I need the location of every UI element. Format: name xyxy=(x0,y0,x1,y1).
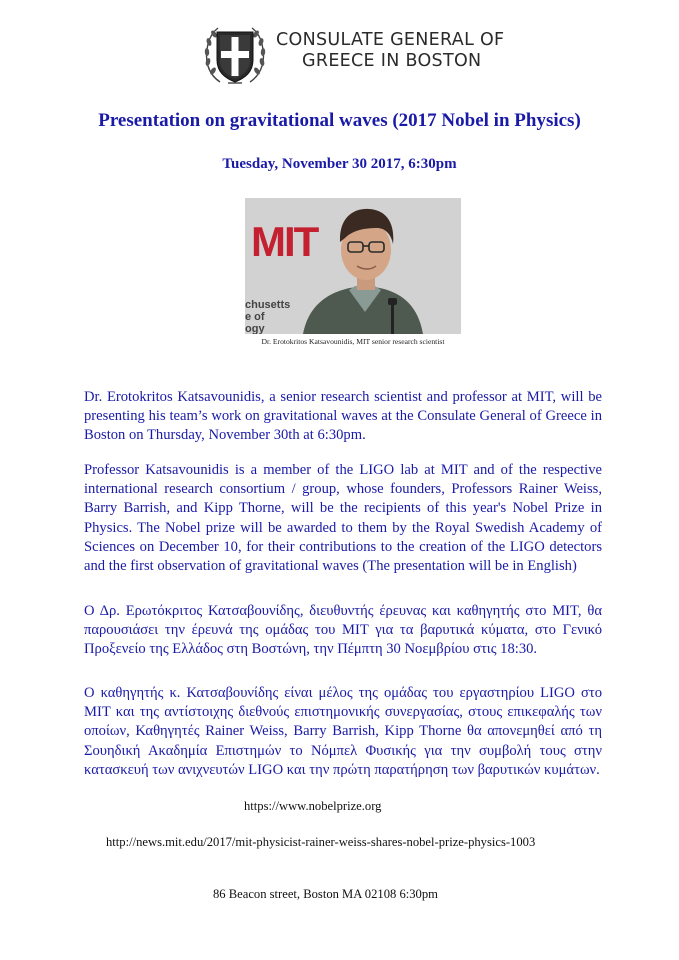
speaker-photo xyxy=(245,198,461,334)
mit-logo-text: MIT xyxy=(251,218,318,265)
event-address: 86 Beacon street, Boston MA 02108 6:30pm xyxy=(213,887,438,901)
paragraph-greek-2: Ο καθηγητής κ. Κατσαβουνίδης είναι μέλος της ομάδας του εργαστηρίου LIGO στο MIT και της αντίστοιχης διεθνούς επιστημονικής συνεργασίας, στους επικεφαλής των οποίων, Καθηγητές Rainer Weiss, Barry Barrish, Kipp Thorne θα απονεμηθεί από τη Σουηδική Ακαδημία Επιστημών το Νόμπελ Φυσικής για την συμβολή τους στην κατασκευή των ανιχνευτών LIGO και την πρώτη παρατήρηση των βαρυτικών κυμάτων. xyxy=(84,685,602,778)
paragraph-greek-1: Ο Δρ. Ερωτόκριτος Κατσαβουνίδης, διευθυντής έρευνας και καθηγητής στο MIT, θα παρουσιάσει την έρευνά της ομάδας του MIT για τα βαρυτικά κύματα, στο Γενικό Προξενείο της Ελλάδος στη Βοστώνη, την Πέμπτη 30 Νοεμβρίου στις 18:30. xyxy=(84,603,602,658)
paragraph-english-2: Professor Katsavounidis is a member of the LIGO lab at MIT and of the respective international research consortium / group, whose founders, Professors Rainer Weiss, Barry Barrish, and Kipp Thorne, will be the recipients of this year's Nobel Prize in Physics. The Nobel prize will be awarded to them by the Royal Swedish Academy of Sciences on December 10, for their contributions to the creation of the LIGO detectors and the first observation of gravitational waves (The presentation will be in English) xyxy=(84,462,602,575)
nobel-prize-link[interactable]: https://www.nobelprize.org xyxy=(244,799,382,813)
consulate-name-line-1: CONSULATE GENERAL OF xyxy=(276,30,505,50)
consulate-name xyxy=(276,30,504,72)
backdrop-text-2: e of xyxy=(245,311,265,323)
backdrop-text-1: chusetts xyxy=(245,299,291,311)
consulate-name-line-2: GREECE IN BOSTON xyxy=(302,51,482,71)
mit-news-link[interactable]: http://news.mit.edu/2017/mit-physicist-rainer-weiss-shares-nobel-prize-physics-1003 xyxy=(106,835,536,849)
event-date: Tuesday, November 30 2017, 6:30pm xyxy=(222,156,457,172)
photo-caption: Dr. Erotokritos Katsavounidis, MIT senior research scientist xyxy=(261,337,445,346)
paragraph-english-1: Dr. Erotokritos Katsavounidis, a senior research scientist and professor at MIT, will be presenting his team’s work on gravitational waves at the Consulate General of Greece in Boston on Thursday, November 30th at 6:30pm. xyxy=(84,389,602,444)
backdrop-text-3: ogy xyxy=(245,323,265,334)
event-title: Presentation on gravitational waves (2017 Nobel in Physics) xyxy=(98,110,581,131)
greek-coat-of-arms-icon xyxy=(200,20,270,90)
